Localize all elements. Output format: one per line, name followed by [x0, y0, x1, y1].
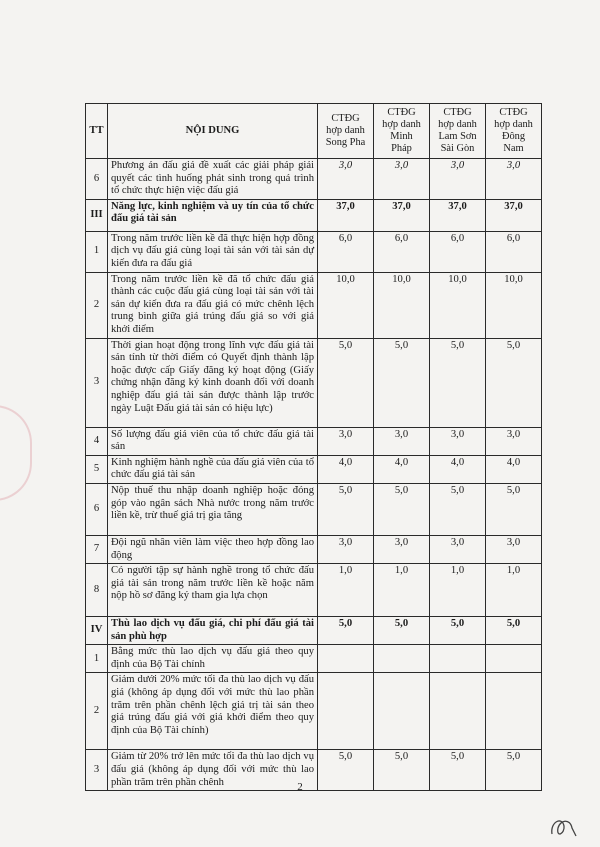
- header-line: Đông: [501, 131, 526, 142]
- score-cell: 5,0: [374, 750, 430, 791]
- score-cell: [486, 673, 542, 750]
- score-cell: 10,0: [486, 272, 542, 338]
- header-minh-phap: [374, 104, 430, 159]
- score-cell: 10,0: [318, 272, 374, 338]
- table-row: [86, 564, 542, 617]
- row-number: 5: [86, 455, 108, 483]
- score-cell: 3,0: [430, 427, 486, 455]
- row-number: 4: [86, 427, 108, 455]
- red-stamp-fragment: [0, 405, 32, 501]
- table-row: [86, 272, 542, 338]
- score-cell: [318, 645, 374, 673]
- header-line: Minh: [390, 131, 413, 142]
- score-cell: [486, 645, 542, 673]
- score-cell: 1,0: [430, 564, 486, 617]
- row-content: Nộp thuế thu nhập doanh nghiệp hoặc đóng góp vào ngân sách Nhà nước trong năm trước liền kề, trừ thuế giá trị gia tăng: [108, 483, 318, 535]
- row-number: 1: [86, 231, 108, 272]
- score-cell: 3,0: [486, 535, 542, 563]
- score-cell: 4,0: [486, 455, 542, 483]
- score-cell: 10,0: [430, 272, 486, 338]
- row-content: Số lượng đấu giá viên của tổ chức đấu giá tài sản: [108, 427, 318, 455]
- table-row: [86, 427, 542, 455]
- score-cell: 5,0: [430, 483, 486, 535]
- header-lam-son-sai-gon: [430, 104, 486, 159]
- score-cell: 5,0: [374, 483, 430, 535]
- score-cell: [374, 645, 430, 673]
- score-cell: 1,0: [486, 564, 542, 617]
- score-cell: 1,0: [374, 564, 430, 617]
- score-cell: 5,0: [430, 338, 486, 427]
- header-tt: TT: [86, 104, 108, 159]
- score-cell: 5,0: [318, 750, 374, 791]
- row-number: 2: [86, 272, 108, 338]
- header-line: hợp danh: [326, 125, 365, 137]
- score-cell: 5,0: [374, 338, 430, 427]
- row-content: Giảm từ 20% trở lên mức tối đa thù lao dịch vụ đấu giá (không áp dụng đối với mức thù lao phần trăm trên phần chênh: [108, 750, 318, 791]
- header-dong-nam: [486, 104, 542, 159]
- score-cell: 5,0: [486, 750, 542, 791]
- score-cell: 6,0: [318, 231, 374, 272]
- score-cell: 3,0: [430, 159, 486, 200]
- table-header-row: [86, 104, 542, 159]
- score-cell: 5,0: [486, 483, 542, 535]
- table-row: [86, 483, 542, 535]
- table-row: [86, 645, 542, 673]
- row-number: 8: [86, 564, 108, 617]
- row-content: Phương án đấu giá đề xuất các giải pháp giải quyết các tình huống phát sinh trong quá trình tổ chức thực hiện việc đấu giá: [108, 159, 318, 200]
- row-content: Thời gian hoạt động trong lĩnh vực đấu giá tài sản tính từ thời điểm có Quyết định thành lập hoặc được cấp Giấy đăng ký hoạt động (Giấy chứng nhận đăng ký kinh doanh đối với doanh nghiệp đấu giá tài sản được thành lập trước ngày Luật Đấu giá tài sản có hiệu lực): [108, 338, 318, 427]
- score-cell: [318, 673, 374, 750]
- header-noi-dung: NỘI DUNG: [108, 104, 318, 159]
- signature-mark: [548, 812, 580, 842]
- header-line: CTĐG: [387, 107, 416, 119]
- row-number: 3: [86, 338, 108, 427]
- score-cell: 3,0: [374, 427, 430, 455]
- row-content: Có người tập sự hành nghề trong tổ chức đấu giá tài sản trong năm trước liền kề hoặc năm nộp hồ sơ đăng ký tham gia lựa chọn: [108, 564, 318, 617]
- score-cell: 3,0: [318, 535, 374, 563]
- header-line: CTĐG: [443, 107, 472, 119]
- row-number: 2: [86, 673, 108, 750]
- score-cell: 5,0: [486, 338, 542, 427]
- score-cell: 6,0: [374, 231, 430, 272]
- score-cell: 3,0: [374, 159, 430, 200]
- score-cell: 3,0: [486, 427, 542, 455]
- score-cell: 5,0: [318, 617, 374, 645]
- header-line: CTĐG: [499, 107, 528, 119]
- score-cell: 3,0: [318, 159, 374, 200]
- table-row: [86, 535, 542, 563]
- score-cell: 5,0: [318, 338, 374, 427]
- row-number: 7: [86, 535, 108, 563]
- header-line: hợp danh: [438, 119, 477, 131]
- row-number: 3: [86, 750, 108, 791]
- section-row: [86, 199, 542, 231]
- table-row: [86, 673, 542, 750]
- header-line: CTĐG: [331, 113, 360, 125]
- score-cell: 1,0: [318, 564, 374, 617]
- table-row: [86, 231, 542, 272]
- row-content: Trong năm trước liền kề đã tổ chức đấu giá thành các cuộc đấu giá cùng loại tài sản với tài sản dự kiến đưa ra đấu giá có mức chênh lệch trung bình giữa giá trúng đấu giá so với giá khởi điểm: [108, 272, 318, 338]
- table-row: [86, 338, 542, 427]
- row-number: 6: [86, 483, 108, 535]
- row-number: III: [86, 199, 108, 231]
- page-number: 2: [297, 781, 303, 793]
- row-content: Kinh nghiệm hành nghề của đấu giá viên của tổ chức đấu giá tài sản: [108, 455, 318, 483]
- header-line: Pháp: [391, 142, 412, 154]
- score-cell: 5,0: [318, 483, 374, 535]
- scoring-table: [85, 103, 542, 791]
- score-cell: 3,0: [486, 159, 542, 200]
- score-cell: 5,0: [430, 750, 486, 791]
- score-cell: 37,0: [430, 199, 486, 231]
- header-line: hợp danh: [382, 119, 421, 131]
- score-cell: 6,0: [430, 231, 486, 272]
- header-line: Sài Gòn: [440, 142, 475, 154]
- section-row: [86, 617, 542, 645]
- table-row: [86, 159, 542, 200]
- score-cell: 5,0: [486, 617, 542, 645]
- header-line: hợp danh: [494, 119, 533, 131]
- row-number: 1: [86, 645, 108, 673]
- row-content: Giảm dưới 20% mức tối đa thù lao dịch vụ đấu giá (không áp dụng đối với mức thù lao phần trăm trên phần chênh lệch giá trị tài sản theo giá trúng đấu giá với giá khởi điểm theo quy định của Bộ Tài chính): [108, 673, 318, 750]
- header-line: Nam: [503, 142, 524, 154]
- table-row: [86, 455, 542, 483]
- header-song-pha: [318, 104, 374, 159]
- score-cell: 3,0: [318, 427, 374, 455]
- row-content: Trong năm trước liền kề đã thực hiện hợp đồng dịch vụ đấu giá cùng loại tài sản với tài sản dự kiến đưa ra đấu giá: [108, 231, 318, 272]
- row-number: IV: [86, 617, 108, 645]
- row-content: Thù lao dịch vụ đấu giá, chi phí đấu giá tài sản phù hợp: [108, 617, 318, 645]
- score-cell: 3,0: [430, 535, 486, 563]
- score-cell: 6,0: [486, 231, 542, 272]
- score-cell: 4,0: [430, 455, 486, 483]
- header-line: Song Pha: [325, 136, 366, 148]
- score-cell: 4,0: [374, 455, 430, 483]
- score-cell: 37,0: [318, 199, 374, 231]
- row-content: Năng lực, kinh nghiệm và uy tín của tổ chức đấu giá tài sản: [108, 199, 318, 231]
- score-cell: [430, 673, 486, 750]
- score-cell: 4,0: [318, 455, 374, 483]
- score-cell: 5,0: [374, 617, 430, 645]
- header-line: Lam Sơn: [438, 131, 477, 142]
- score-cell: [374, 673, 430, 750]
- score-cell: 10,0: [374, 272, 430, 338]
- row-content: Bằng mức thù lao dịch vụ đấu giá theo quy định của Bộ Tài chính: [108, 645, 318, 673]
- score-cell: 3,0: [374, 535, 430, 563]
- row-content: Đội ngũ nhân viên làm việc theo hợp đồng lao động: [108, 535, 318, 563]
- score-cell: 37,0: [374, 199, 430, 231]
- score-cell: 5,0: [430, 617, 486, 645]
- score-cell: [430, 645, 486, 673]
- row-number: 6: [86, 159, 108, 200]
- score-cell: 37,0: [486, 199, 542, 231]
